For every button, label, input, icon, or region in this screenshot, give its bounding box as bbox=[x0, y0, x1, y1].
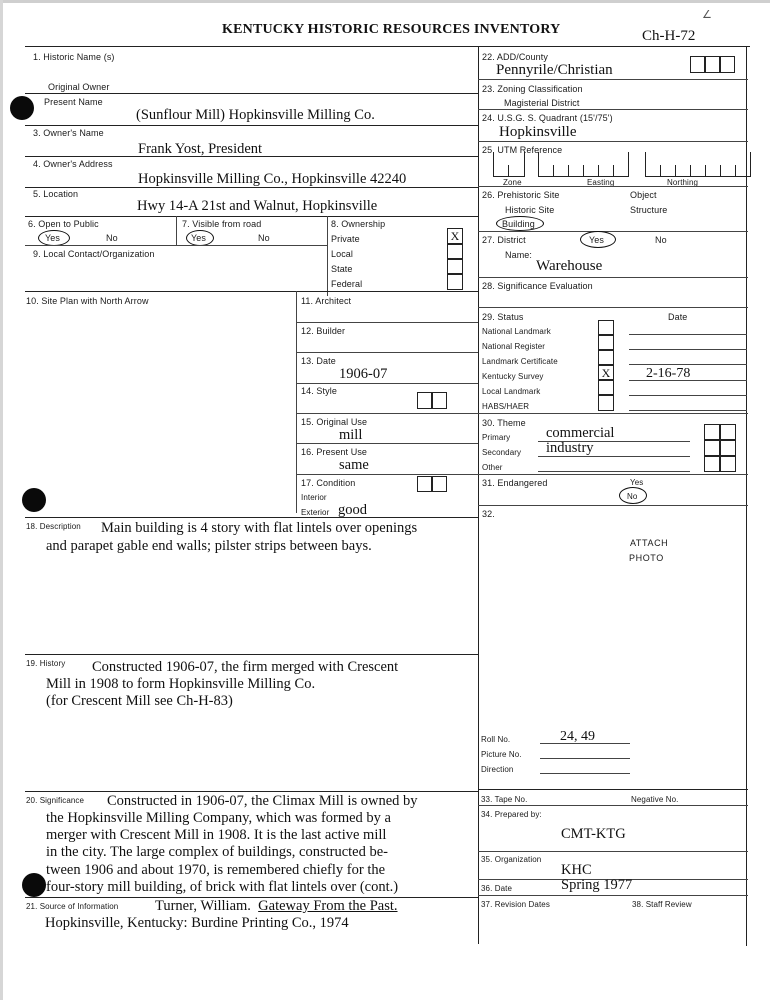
theme-code-box[interactable] bbox=[704, 440, 720, 456]
utm-tick bbox=[690, 165, 691, 177]
divider bbox=[478, 307, 748, 308]
status-checkbox[interactable] bbox=[598, 350, 614, 365]
status-row-label: Landmark Certificate bbox=[482, 357, 558, 366]
style-label: 14. Style bbox=[301, 386, 337, 396]
divider bbox=[25, 791, 478, 792]
divider bbox=[478, 789, 748, 790]
county-code-box[interactable] bbox=[690, 56, 705, 73]
date-label: 13. Date bbox=[301, 356, 336, 366]
picture-no-label: Picture No. bbox=[481, 750, 522, 759]
condition-code-box[interactable] bbox=[432, 476, 447, 492]
utm-tick bbox=[660, 165, 661, 177]
history-line: Mill in 1908 to form Hopkinsville Milling Co. bbox=[46, 676, 316, 692]
ownership-federal-label: Federal bbox=[331, 279, 363, 289]
status-checkbox[interactable] bbox=[598, 380, 614, 395]
underline bbox=[538, 456, 690, 457]
site-plan-area bbox=[26, 308, 294, 512]
open-to-public-no[interactable]: No bbox=[106, 233, 118, 243]
history-line: Constructed 1906-07, the firm merged with Crescent bbox=[92, 659, 399, 675]
divider bbox=[478, 109, 748, 110]
photo-area[interactable] bbox=[482, 520, 744, 720]
underline bbox=[540, 743, 630, 744]
scan-edge-top bbox=[0, 0, 770, 3]
direction-label: Direction bbox=[481, 765, 514, 774]
attach-photo-text: ATTACH bbox=[630, 538, 669, 548]
picture-no-field[interactable] bbox=[540, 758, 630, 759]
staff-review-label: 38. Staff Review bbox=[632, 900, 692, 909]
description-text[interactable] bbox=[101, 520, 417, 537]
utm-zone-label: Zone bbox=[503, 178, 522, 187]
tape-no-label: 33. Tape No. bbox=[481, 795, 528, 804]
divider bbox=[478, 413, 748, 414]
status-date-line[interactable] bbox=[629, 380, 747, 381]
roll-no-label: Roll No. bbox=[481, 735, 511, 744]
right-border bbox=[746, 46, 747, 946]
date-prepared-label: 36. Date bbox=[481, 884, 513, 893]
divider bbox=[25, 654, 478, 655]
theme-code-box[interactable] bbox=[720, 456, 736, 472]
status-checkbox[interactable] bbox=[598, 395, 614, 411]
organization-value[interactable]: KHC bbox=[561, 862, 592, 878]
prepared-by-value[interactable]: CMT-KTG bbox=[561, 826, 626, 842]
center-divider bbox=[478, 46, 479, 944]
date-prepared-value[interactable]: Spring 1977 bbox=[561, 877, 633, 893]
historic-name-label: 1. Historic Name (s) bbox=[33, 52, 115, 62]
utm-tick bbox=[568, 165, 569, 177]
original-owner-label: Original Owner bbox=[48, 82, 110, 92]
divider bbox=[478, 231, 748, 232]
magisterial-district-label: Magisterial District bbox=[504, 98, 580, 108]
status-row-label: National Register bbox=[482, 342, 546, 351]
status-checkbox[interactable] bbox=[598, 335, 614, 350]
significance-label: 20. Significance bbox=[26, 796, 85, 805]
form-title: KENTUCKY HISTORIC RESOURCES INVENTORY bbox=[222, 22, 561, 37]
county-code-box[interactable] bbox=[720, 56, 735, 73]
divider bbox=[296, 352, 478, 353]
district-name-label: Name: bbox=[505, 250, 533, 260]
significance-line: Constructed in 1906-07, the Climax Mill is owned by bbox=[107, 793, 418, 809]
utm-easting-label: Easting bbox=[587, 178, 615, 187]
theme-primary-value[interactable]: commercial bbox=[546, 425, 615, 441]
status-checkbox[interactable] bbox=[598, 320, 614, 335]
divider bbox=[176, 216, 177, 245]
status-checkbox-kentucky-survey[interactable]: X bbox=[598, 365, 614, 380]
description-line: Main building is 4 story with flat lintels over openings bbox=[101, 520, 418, 536]
building-option[interactable]: Building bbox=[502, 219, 535, 229]
significance-line: in the city. The large complex of buildings, constructed be- bbox=[46, 844, 389, 861]
photo-label: 32. bbox=[482, 509, 495, 519]
status-row-label: Kentucky Survey bbox=[482, 372, 544, 381]
divider bbox=[25, 245, 327, 246]
history-text-cont bbox=[46, 676, 315, 710]
theme-code-box[interactable] bbox=[720, 424, 736, 440]
condition-code-box[interactable] bbox=[417, 476, 432, 492]
description-label: 18. Description bbox=[26, 522, 81, 531]
utm-zone-field[interactable] bbox=[493, 152, 525, 177]
theme-label: 30. Theme bbox=[482, 418, 526, 428]
prepared-by-label: 34. Prepared by: bbox=[481, 810, 542, 819]
divider bbox=[25, 93, 478, 94]
source-line: Hopkinsville, Kentucky: Burdine Printing Co., 1974 bbox=[45, 915, 349, 931]
top-rule bbox=[25, 46, 750, 47]
exterior-value[interactable]: good bbox=[338, 502, 367, 518]
ownership-local-label: Local bbox=[331, 249, 354, 259]
status-row-label: National Landmark bbox=[482, 327, 551, 336]
ownership-private-label: Private bbox=[331, 234, 360, 244]
location-value[interactable]: Hwy 14-A 21st and Walnut, Hopkinsville bbox=[137, 198, 378, 214]
divider bbox=[478, 805, 748, 806]
utm-tick bbox=[598, 165, 599, 177]
underline bbox=[538, 471, 690, 472]
divider bbox=[478, 79, 748, 80]
history-label: 19. History bbox=[26, 659, 66, 668]
significance-text-cont bbox=[46, 810, 398, 896]
divider bbox=[478, 277, 748, 278]
owners-name-value[interactable]: Frank Yost, President bbox=[138, 141, 263, 157]
ownership-local-checkbox[interactable] bbox=[447, 244, 463, 259]
divider bbox=[478, 186, 748, 187]
significance-line: tween 1906 and about 1970, is remembered chiefly for the bbox=[46, 861, 386, 878]
divider bbox=[25, 187, 478, 188]
divider bbox=[296, 474, 478, 475]
kentucky-survey-date[interactable]: 2-16-78 bbox=[646, 366, 691, 381]
district-name-value[interactable]: Warehouse bbox=[536, 258, 603, 274]
divider bbox=[478, 474, 748, 475]
significance-line: four-story mill building, of brick with flat lintels over (cont.) bbox=[46, 878, 399, 895]
significance-line: the Hopkinsville Milling Company, which was formed by a bbox=[46, 810, 391, 826]
status-date-line[interactable] bbox=[629, 410, 747, 411]
history-text[interactable] bbox=[92, 659, 398, 676]
divider bbox=[25, 156, 478, 157]
quadrant-label: 24. U.S.G. S. Quadrant (15'/75') bbox=[482, 113, 613, 123]
roll-no-value[interactable]: 24, 49 bbox=[560, 729, 595, 744]
style-code-box[interactable] bbox=[432, 392, 447, 409]
utm-tick bbox=[675, 165, 676, 177]
divider bbox=[478, 141, 748, 142]
exterior-label: Exterior bbox=[301, 508, 330, 517]
ownership-federal-checkbox[interactable] bbox=[447, 274, 463, 290]
county-code-box[interactable] bbox=[705, 56, 720, 73]
utm-reference-label: 25. UTM Reference bbox=[482, 145, 563, 155]
divider bbox=[25, 125, 478, 126]
divider bbox=[478, 895, 748, 896]
direction-field[interactable] bbox=[540, 773, 630, 774]
status-row-label: Local Landmark bbox=[482, 387, 541, 396]
divider bbox=[327, 216, 328, 296]
history-line: (for Crescent Mill see Ch-H-83) bbox=[46, 693, 233, 710]
endangered-no[interactable]: No bbox=[627, 492, 638, 501]
builder-label: 12. Builder bbox=[301, 326, 346, 336]
style-code-box[interactable] bbox=[417, 392, 432, 409]
significance-evaluation-label: 28. Significance Evaluation bbox=[482, 281, 593, 291]
local-contact-label: 9. Local Contact/Organization bbox=[33, 249, 155, 259]
visible-from-road-label: 7. Visible from road bbox=[182, 219, 262, 229]
utm-tick bbox=[735, 165, 736, 177]
owners-name-label: 3. Owner's Name bbox=[33, 128, 104, 138]
divider bbox=[25, 291, 478, 292]
historic-site-option[interactable]: Historic Site bbox=[505, 205, 555, 215]
divider bbox=[25, 216, 478, 217]
source-label: 21. Source of Information bbox=[26, 902, 119, 911]
present-use-label: 16. Present Use bbox=[301, 447, 368, 457]
open-to-public-yes[interactable]: Yes bbox=[45, 233, 60, 243]
divider bbox=[296, 291, 297, 513]
punch-hole bbox=[10, 96, 34, 120]
ownership-state-checkbox[interactable] bbox=[447, 259, 463, 274]
attach-photo-text: PHOTO bbox=[629, 553, 664, 563]
ownership-label: 8. Ownership bbox=[331, 219, 386, 229]
utm-tick bbox=[705, 165, 706, 177]
quadrant-value[interactable]: Hopkinsville bbox=[499, 124, 577, 140]
description-text-cont bbox=[46, 538, 372, 555]
ownership-state-label: State bbox=[331, 264, 353, 274]
status-date-line[interactable] bbox=[629, 334, 747, 335]
architect-label: 11. Architect bbox=[301, 296, 352, 306]
theme-secondary-label: Secondary bbox=[482, 448, 522, 457]
original-use-value[interactable]: mill bbox=[339, 427, 363, 443]
divider bbox=[296, 383, 478, 384]
endangered-label: 31. Endangered bbox=[482, 478, 548, 488]
scan-edge-left bbox=[0, 0, 3, 1000]
condition-label: 17. Condition bbox=[301, 478, 356, 488]
form-id: Ch-H-72 bbox=[642, 28, 696, 44]
divider bbox=[296, 322, 478, 323]
utm-northing-label: Northing bbox=[667, 178, 699, 187]
theme-code-box[interactable] bbox=[720, 440, 736, 456]
status-date-header: Date bbox=[668, 312, 688, 322]
structure-option[interactable]: Structure bbox=[630, 205, 668, 215]
owners-address-label: 4. Owner's Address bbox=[33, 159, 113, 169]
status-date-line[interactable] bbox=[629, 364, 747, 365]
significance-text[interactable] bbox=[107, 793, 418, 810]
present-use-value[interactable]: same bbox=[339, 457, 369, 473]
theme-code-box[interactable] bbox=[704, 424, 720, 440]
interior-label: Interior bbox=[301, 493, 327, 502]
utm-tick bbox=[553, 165, 554, 177]
ownership-private-checkbox[interactable]: X bbox=[447, 228, 463, 244]
object-option[interactable]: Object bbox=[630, 190, 657, 200]
revision-dates-label: 37. Revision Dates bbox=[481, 900, 550, 909]
endangered-yes[interactable]: Yes bbox=[630, 478, 644, 487]
punch-hole bbox=[22, 488, 46, 512]
divider bbox=[296, 413, 478, 414]
theme-secondary-value[interactable]: industry bbox=[546, 440, 594, 456]
divider bbox=[478, 505, 748, 506]
open-to-public-label: 6. Open to Public bbox=[28, 219, 99, 229]
negative-no-label: Negative No. bbox=[631, 795, 679, 804]
present-name-value[interactable]: (Sunflour Mill) Hopkinsville Milling Co. bbox=[136, 107, 375, 123]
status-row-label: HABS/HAER bbox=[482, 402, 530, 411]
source-author: Turner, William. bbox=[155, 898, 251, 914]
utm-tick bbox=[508, 165, 509, 177]
add-county-value[interactable]: Pennyrile/Christian bbox=[496, 62, 613, 78]
date-value[interactable]: 1906-07 bbox=[339, 366, 388, 382]
divider bbox=[478, 851, 748, 852]
theme-other-label: Other bbox=[482, 463, 503, 472]
zoning-label: 23. Zoning Classification bbox=[482, 84, 583, 94]
source-text[interactable] bbox=[155, 898, 398, 915]
utm-tick bbox=[613, 165, 614, 177]
divider bbox=[25, 517, 478, 518]
utm-tick bbox=[583, 165, 584, 177]
divider bbox=[296, 443, 478, 444]
district-yes[interactable]: Yes bbox=[589, 235, 604, 245]
theme-code-box[interactable] bbox=[704, 456, 720, 472]
present-name-label: Present Name bbox=[44, 97, 103, 107]
significance-line: merger with Crescent Mill in 1908. It is the last active mill bbox=[46, 827, 387, 844]
organization-label: 35. Organization bbox=[481, 855, 542, 864]
source-book-title: Gateway From the Past. bbox=[258, 898, 398, 914]
original-use-label: 15. Original Use bbox=[301, 417, 368, 427]
theme-primary-label: Primary bbox=[482, 433, 511, 442]
location-label: 5. Location bbox=[33, 189, 79, 199]
description-line: and parapet gable end walls; pilster strips between bays. bbox=[46, 538, 372, 554]
add-county-label: 22. ADD/County bbox=[482, 52, 548, 62]
district-label: 27. District bbox=[482, 235, 526, 245]
corner-mark: ∠ bbox=[702, 9, 712, 21]
visible-from-road-yes[interactable]: Yes bbox=[191, 233, 206, 243]
site-plan-label: 10. Site Plan with North Arrow bbox=[26, 296, 149, 306]
prehistoric-site-option[interactable]: 26. Prehistoric Site bbox=[482, 190, 560, 200]
status-label: 29. Status bbox=[482, 312, 524, 322]
source-text-cont bbox=[45, 915, 349, 932]
punch-hole bbox=[22, 873, 46, 897]
utm-tick bbox=[720, 165, 721, 177]
district-no[interactable]: No bbox=[655, 235, 667, 245]
visible-from-road-no[interactable]: No bbox=[258, 233, 270, 243]
status-date-line[interactable] bbox=[629, 395, 747, 396]
status-date-line[interactable] bbox=[629, 349, 747, 350]
owners-address-value[interactable]: Hopkinsville Milling Co., Hopkinsville 42240 bbox=[138, 171, 407, 187]
